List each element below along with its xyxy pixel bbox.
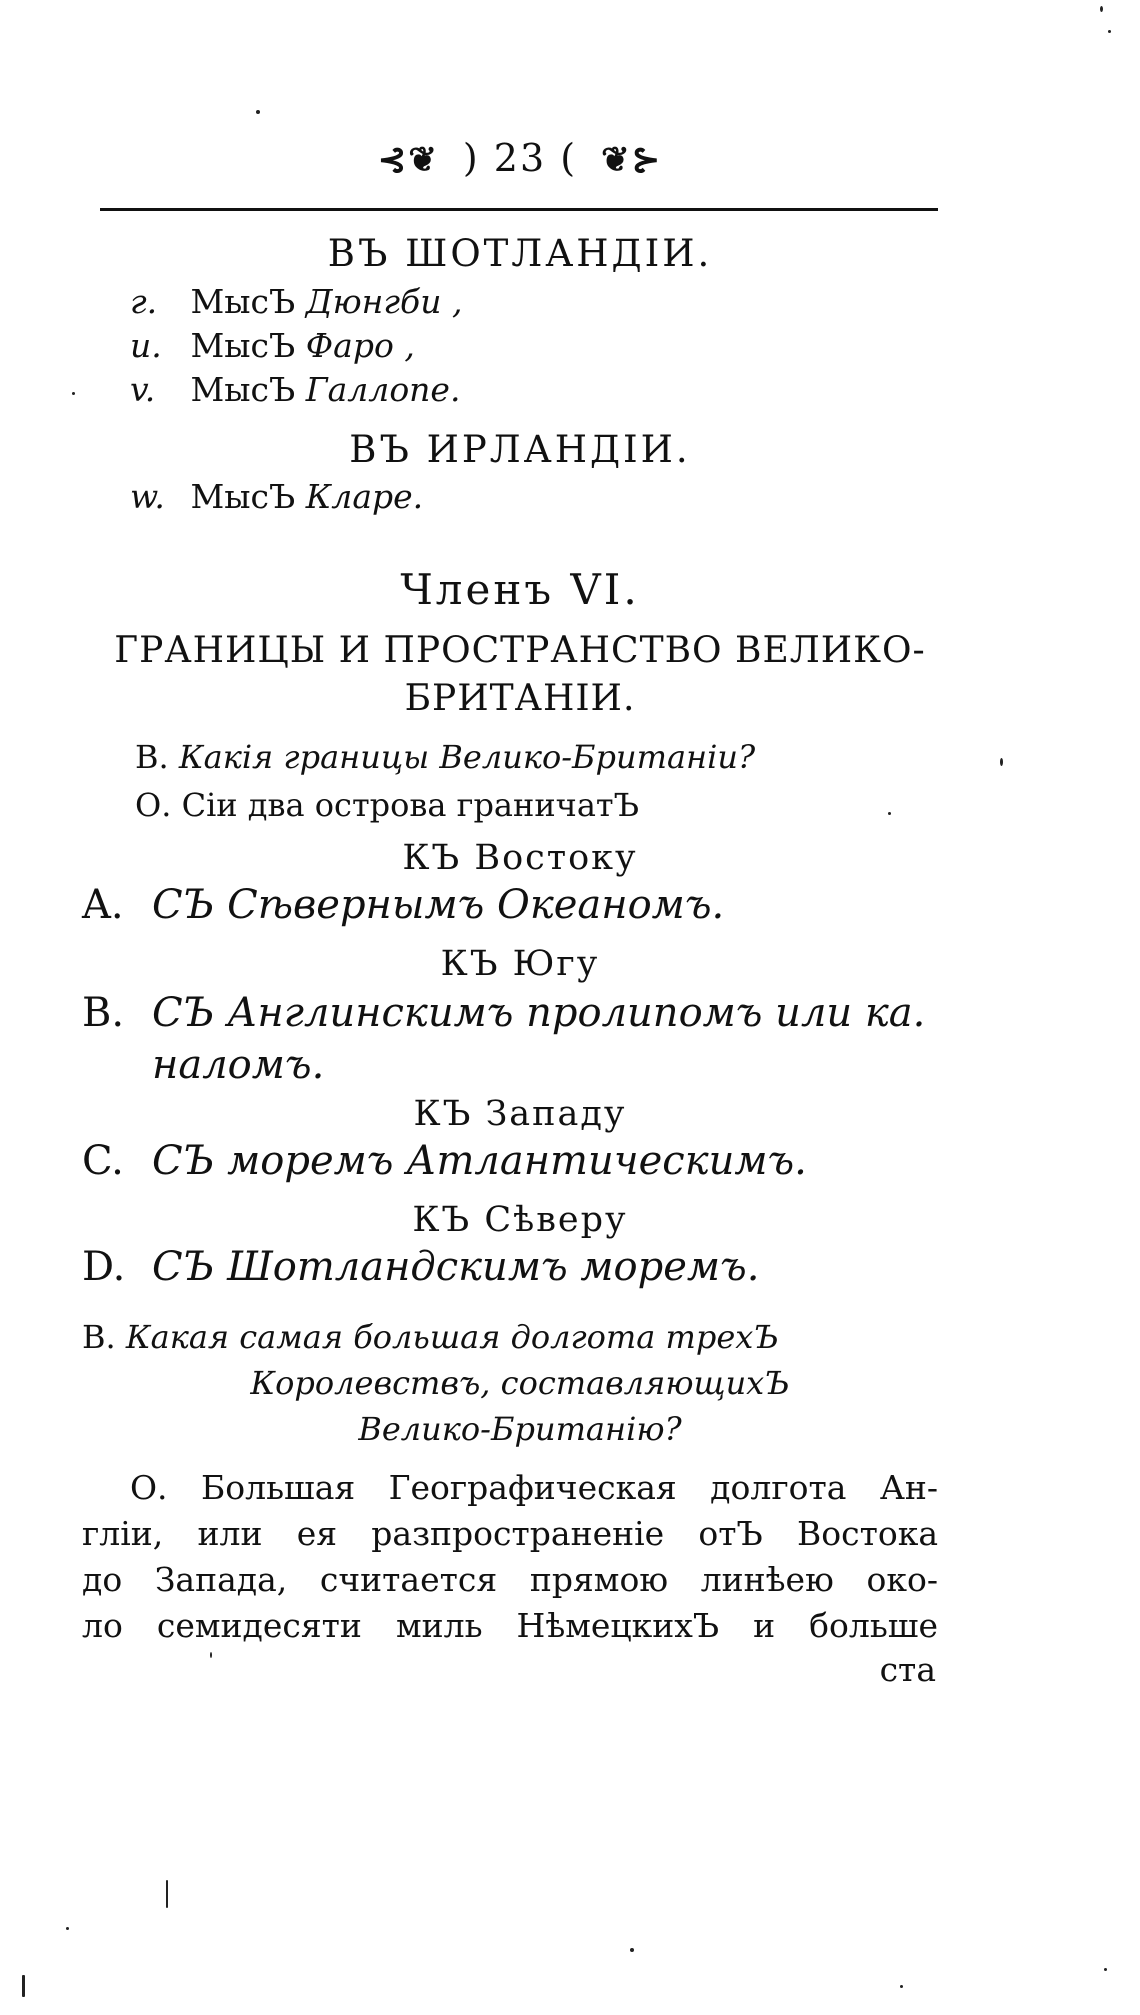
section-title-line-2: БРИТАНІИ.	[404, 678, 636, 719]
border-entry	[82, 882, 724, 928]
ornament-left-icon: ⊰❦	[377, 140, 439, 180]
answer-2-line-3: до Запада, считается прямою линѣею око-	[82, 1560, 938, 1599]
answer-2-line-4: ло семидесяти миль НѣмецкихЪ и больше	[82, 1606, 938, 1645]
ireland-entry	[130, 477, 423, 516]
question-2-line-3: Велико-Британію?	[358, 1410, 682, 1448]
scan-speck	[66, 1927, 69, 1930]
border-entry	[82, 1138, 807, 1184]
border-text-continued	[152, 1042, 324, 1088]
ireland-heading: ВЪ ИРЛАНДІИ.	[349, 428, 691, 471]
answer-marker: О.	[135, 786, 172, 824]
scan-speck	[1108, 30, 1111, 33]
scan-speck	[166, 1880, 168, 1908]
scan-speck	[630, 1948, 634, 1952]
scotland-entry	[130, 282, 462, 321]
direction-heading: КЪ Востоку	[402, 838, 638, 878]
entry-word: МысЪ	[190, 282, 296, 321]
header-rule	[100, 208, 938, 211]
entry-number: v.	[130, 370, 156, 409]
entry-number: и.	[130, 326, 162, 365]
border-text: СЪ Сѣвернымъ Океаномъ.	[152, 882, 725, 928]
page-number: ) 23 (	[462, 136, 578, 180]
ornament-right-icon: ❦⊱	[601, 140, 663, 180]
scan-speck	[72, 392, 75, 395]
scotland-entry	[130, 370, 460, 409]
question-text: Какія границы Велико-Британіи?	[178, 738, 756, 776]
direction-heading: КЪ Сѣверу	[412, 1200, 628, 1240]
entry-name: Фаро ,	[305, 326, 415, 365]
border-text: СЪ Шотландскимъ моремъ.	[152, 1244, 760, 1290]
scan-speck	[888, 812, 891, 815]
scotland-entry	[130, 326, 415, 365]
border-letter: A.	[82, 882, 124, 928]
border-text: наломъ.	[152, 1042, 325, 1088]
answer-text: Сіи два острова граничатЪ	[181, 786, 640, 824]
entry-number: г.	[130, 282, 158, 321]
chapter-title: Членъ VI.	[400, 565, 640, 614]
border-entry	[82, 990, 925, 1036]
question-text: Какая самая большая долгота трехЪ	[125, 1318, 779, 1356]
entry-name: Кларе.	[305, 477, 424, 516]
border-letter: C.	[82, 1138, 124, 1184]
answer-1	[135, 786, 639, 824]
question-marker: В.	[82, 1318, 116, 1356]
entry-name: Галлопе.	[305, 370, 461, 409]
answer-2-line-1: О. Большая Географическая долгота Ан-	[130, 1468, 938, 1507]
question-2	[82, 1318, 779, 1356]
question-2-line-2: Королевствъ, составляющихЪ	[250, 1364, 790, 1402]
scan-speck	[900, 1985, 903, 1988]
entry-word: МысЪ	[190, 370, 296, 409]
running-head	[100, 136, 940, 180]
border-letter: D.	[82, 1244, 126, 1290]
scan-speck	[1100, 6, 1103, 12]
border-entry	[82, 1244, 759, 1290]
entry-number: w.	[130, 477, 165, 516]
border-text: СЪ Англинскимъ пролипомъ или ка.	[152, 990, 926, 1036]
direction-heading: КЪ Западу	[413, 1094, 627, 1134]
scan-speck	[1104, 1968, 1107, 1971]
scan-speck	[22, 1975, 25, 1997]
scan-speck	[1000, 758, 1003, 766]
border-text: СЪ моремъ Атлантическимъ.	[152, 1138, 807, 1184]
question-1	[135, 738, 755, 776]
scan-speck	[256, 110, 260, 114]
catchword: ста	[879, 1650, 936, 1689]
scotland-heading: ВЪ ШОТЛАНДІИ.	[327, 232, 713, 275]
question-marker: В.	[135, 738, 169, 776]
entry-word: МысЪ	[190, 477, 296, 516]
answer-2-line-2: гліи, или ея разпространеніе отЪ Востока	[82, 1514, 938, 1553]
entry-word: МысЪ	[190, 326, 296, 365]
direction-heading: КЪ Югу	[440, 944, 600, 984]
border-letter: B.	[82, 990, 125, 1036]
scan-speck	[210, 1652, 212, 1658]
entry-name: Дюнгби ,	[305, 282, 463, 321]
section-title-line-1: ГРАНИЦЫ И ПРОСТРАНСТВО ВЕЛИКО-	[114, 630, 926, 671]
